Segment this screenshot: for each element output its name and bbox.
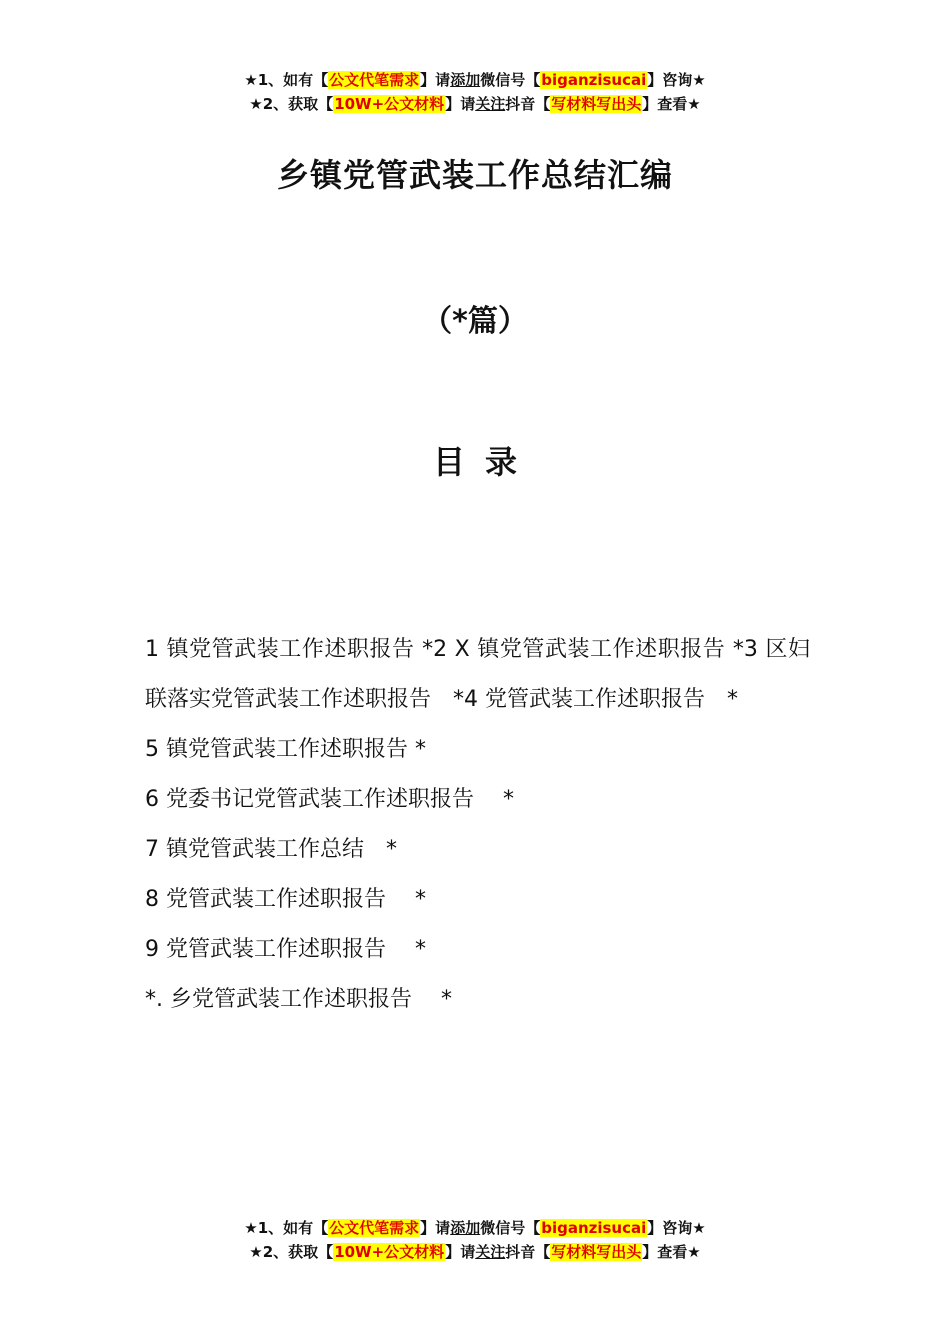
toc-item: 9 党管武装工作述职报告 *	[145, 937, 426, 962]
toc-item: 6 党委书记党管武装工作述职报告 *	[145, 787, 514, 812]
banner-line-1: ★1、如有【公文代笔需求】请添加微信号【biganzisucai】咨询★	[244, 1219, 706, 1237]
toc-item: *. 乡党管武装工作述职报告 *	[145, 987, 452, 1012]
toc-heading: 目录	[432, 443, 537, 481]
document-title: 乡镇党管武装工作总结汇编	[276, 156, 673, 194]
banner-line-2: ★2、获取【10W+公文材料】请关注抖音【写材料写出头】查看★	[249, 1243, 701, 1261]
toc-item: 8 党管武装工作述职报告 *	[145, 887, 426, 912]
banner-line-2: ★2、获取【10W+公文材料】请关注抖音【写材料写出头】查看★	[249, 95, 701, 113]
highlight-wechat-id: biganzisucai	[541, 71, 647, 89]
table-of-contents	[145, 625, 810, 1025]
header-banner	[0, 68, 950, 116]
banner-line-1: ★1、如有【公文代笔需求】请添加微信号【biganzisucai】咨询★	[244, 71, 706, 89]
toc-item: 5 镇党管武装工作述职报告 *	[145, 737, 426, 762]
highlight-douyin: 写材料写出头	[551, 95, 642, 113]
footer-banner	[0, 1216, 950, 1264]
highlight-service: 公文代笔需求	[329, 1219, 420, 1237]
highlight-service: 公文代笔需求	[329, 71, 420, 89]
toc-first-paragraph: 1 镇党管武装工作述职报告 *2 X 镇党管武装工作述职报告 *3 区妇联落实党管武装工作述职报告 *4 党管武装工作述职报告 *	[145, 637, 810, 712]
highlight-wechat-id: biganzisucai	[541, 1219, 647, 1237]
highlight-materials: 10W+公文材料	[334, 95, 445, 113]
highlight-materials: 10W+公文材料	[334, 1243, 445, 1261]
document-subtitle: （*篇）	[422, 304, 528, 339]
toc-item: 7 镇党管武装工作总结 *	[145, 837, 397, 862]
highlight-douyin: 写材料写出头	[551, 1243, 642, 1261]
